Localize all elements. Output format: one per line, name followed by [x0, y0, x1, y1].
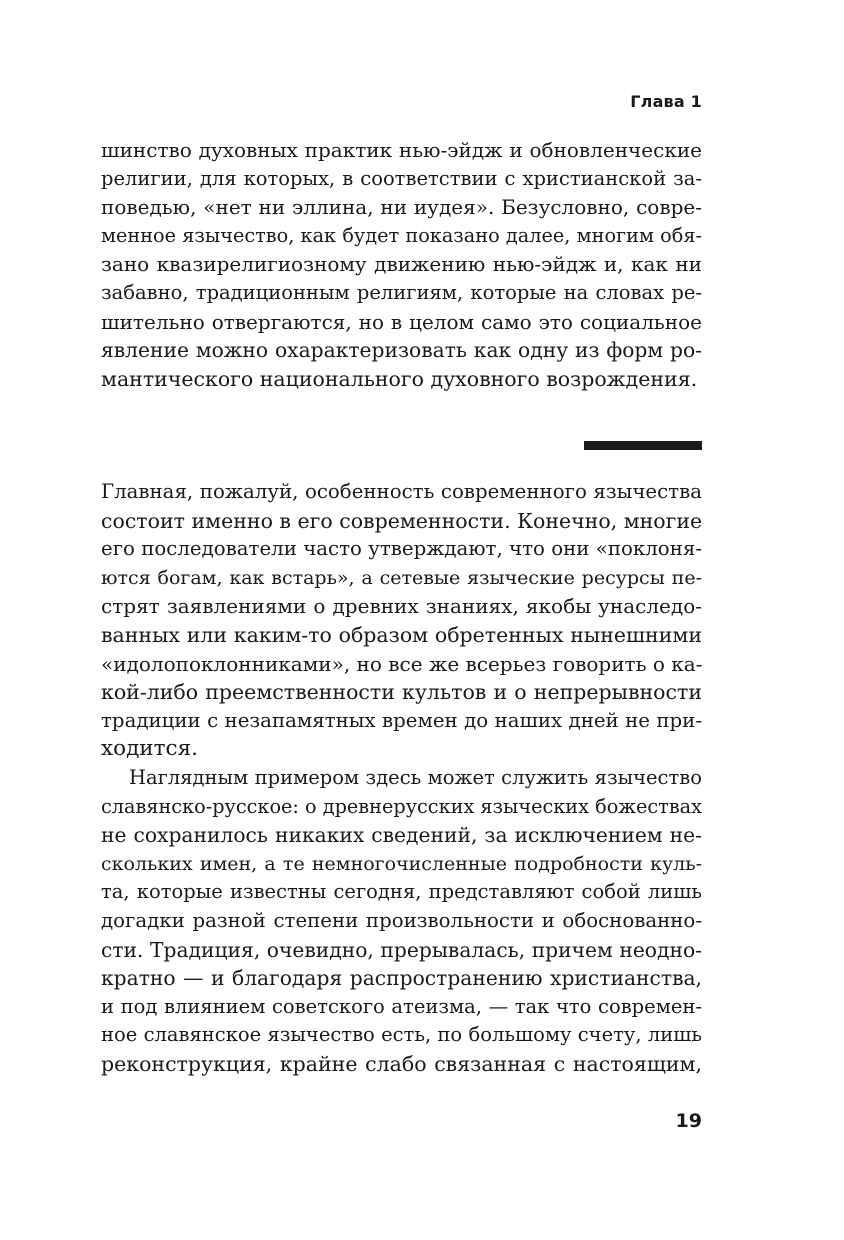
text-line: ное славянское язычество есть, по большому счету, лишь	[101, 1023, 702, 1047]
text-line: догадки разной степени произвольности и обоснованно-	[101, 908, 702, 932]
text-line: мантического национального духовного возрождения.	[101, 366, 698, 391]
text-line: скольких имен, а те немногочисленные подробности куль-	[101, 852, 702, 875]
text-line: «идолопоклонниками», но все же всерьез говорить о ка-	[101, 651, 703, 676]
text-line: реконструкция, крайне слабо связанная с настоящим,	[101, 1051, 702, 1076]
text-line: та, которые известны сегодня, представляют собой лишь	[101, 880, 702, 904]
text-line: зано квазирелигиозному движению нью-эйдж и, как ни	[101, 252, 702, 277]
section-divider	[584, 441, 702, 450]
text-line: явление можно охарактеризовать как одну из форм ро-	[101, 338, 702, 363]
text-line: славянско-русское: о древнерусских языческих божествах	[101, 794, 702, 818]
text-line: ходится.	[101, 736, 198, 762]
text-line: традиции с незапамятных времен до наших дней не при-	[101, 708, 702, 732]
text-line: состоит именно в его современности. Конечно, многие	[101, 508, 703, 533]
text-line: его последователи часто утверждают, что они «поклоня-	[101, 537, 702, 561]
text-line: шинство духовных практик нью-эйдж и обновленческие	[101, 138, 702, 162]
text-line: религии, для которых, в соответствии с христианской за-	[101, 166, 702, 190]
text-line: ются богам, как встарь», а сетевые языческие ресурсы пе-	[101, 566, 702, 589]
text-line: сти. Традиция, очевидно, прерывалась, причем неодно-	[101, 937, 702, 962]
text-line: менное язычество, как будет показано далее, многим обя-	[101, 223, 702, 247]
page-number: 19	[675, 1110, 702, 1132]
body-text	[101, 478, 702, 1078]
running-head-chapter: Глава 1	[630, 92, 702, 111]
text-line: ванных или каким-то образом обретенных нынешними	[101, 622, 702, 647]
text-line: Главная, пожалуй, особенность современного язычества	[101, 480, 702, 503]
text-line: забавно, традиционным религиям, которые на словах ре-	[101, 280, 702, 304]
text-line: стрят заявлениями о древних знаниях, якобы унаследо-	[101, 594, 702, 619]
text-line: не сохранилось никаких сведений, за исключением не-	[101, 823, 702, 848]
text-line: кратно — и благодаря распространению христианства,	[101, 966, 702, 991]
text-line: поведью, «нет ни эллина, ни иудея». Безусловно, совре-	[101, 195, 702, 220]
paragraph-continued	[101, 136, 702, 393]
text-line: кой-либо преемственности культов и о непрерывности	[101, 680, 702, 705]
text-line: и под влиянием советского атеизма, — так что современ-	[101, 994, 702, 1018]
text-line: шительно отвергаются, но в целом само это социальное	[101, 309, 702, 334]
text-line-indented: Наглядным примером здесь может служить язычество	[129, 765, 702, 789]
